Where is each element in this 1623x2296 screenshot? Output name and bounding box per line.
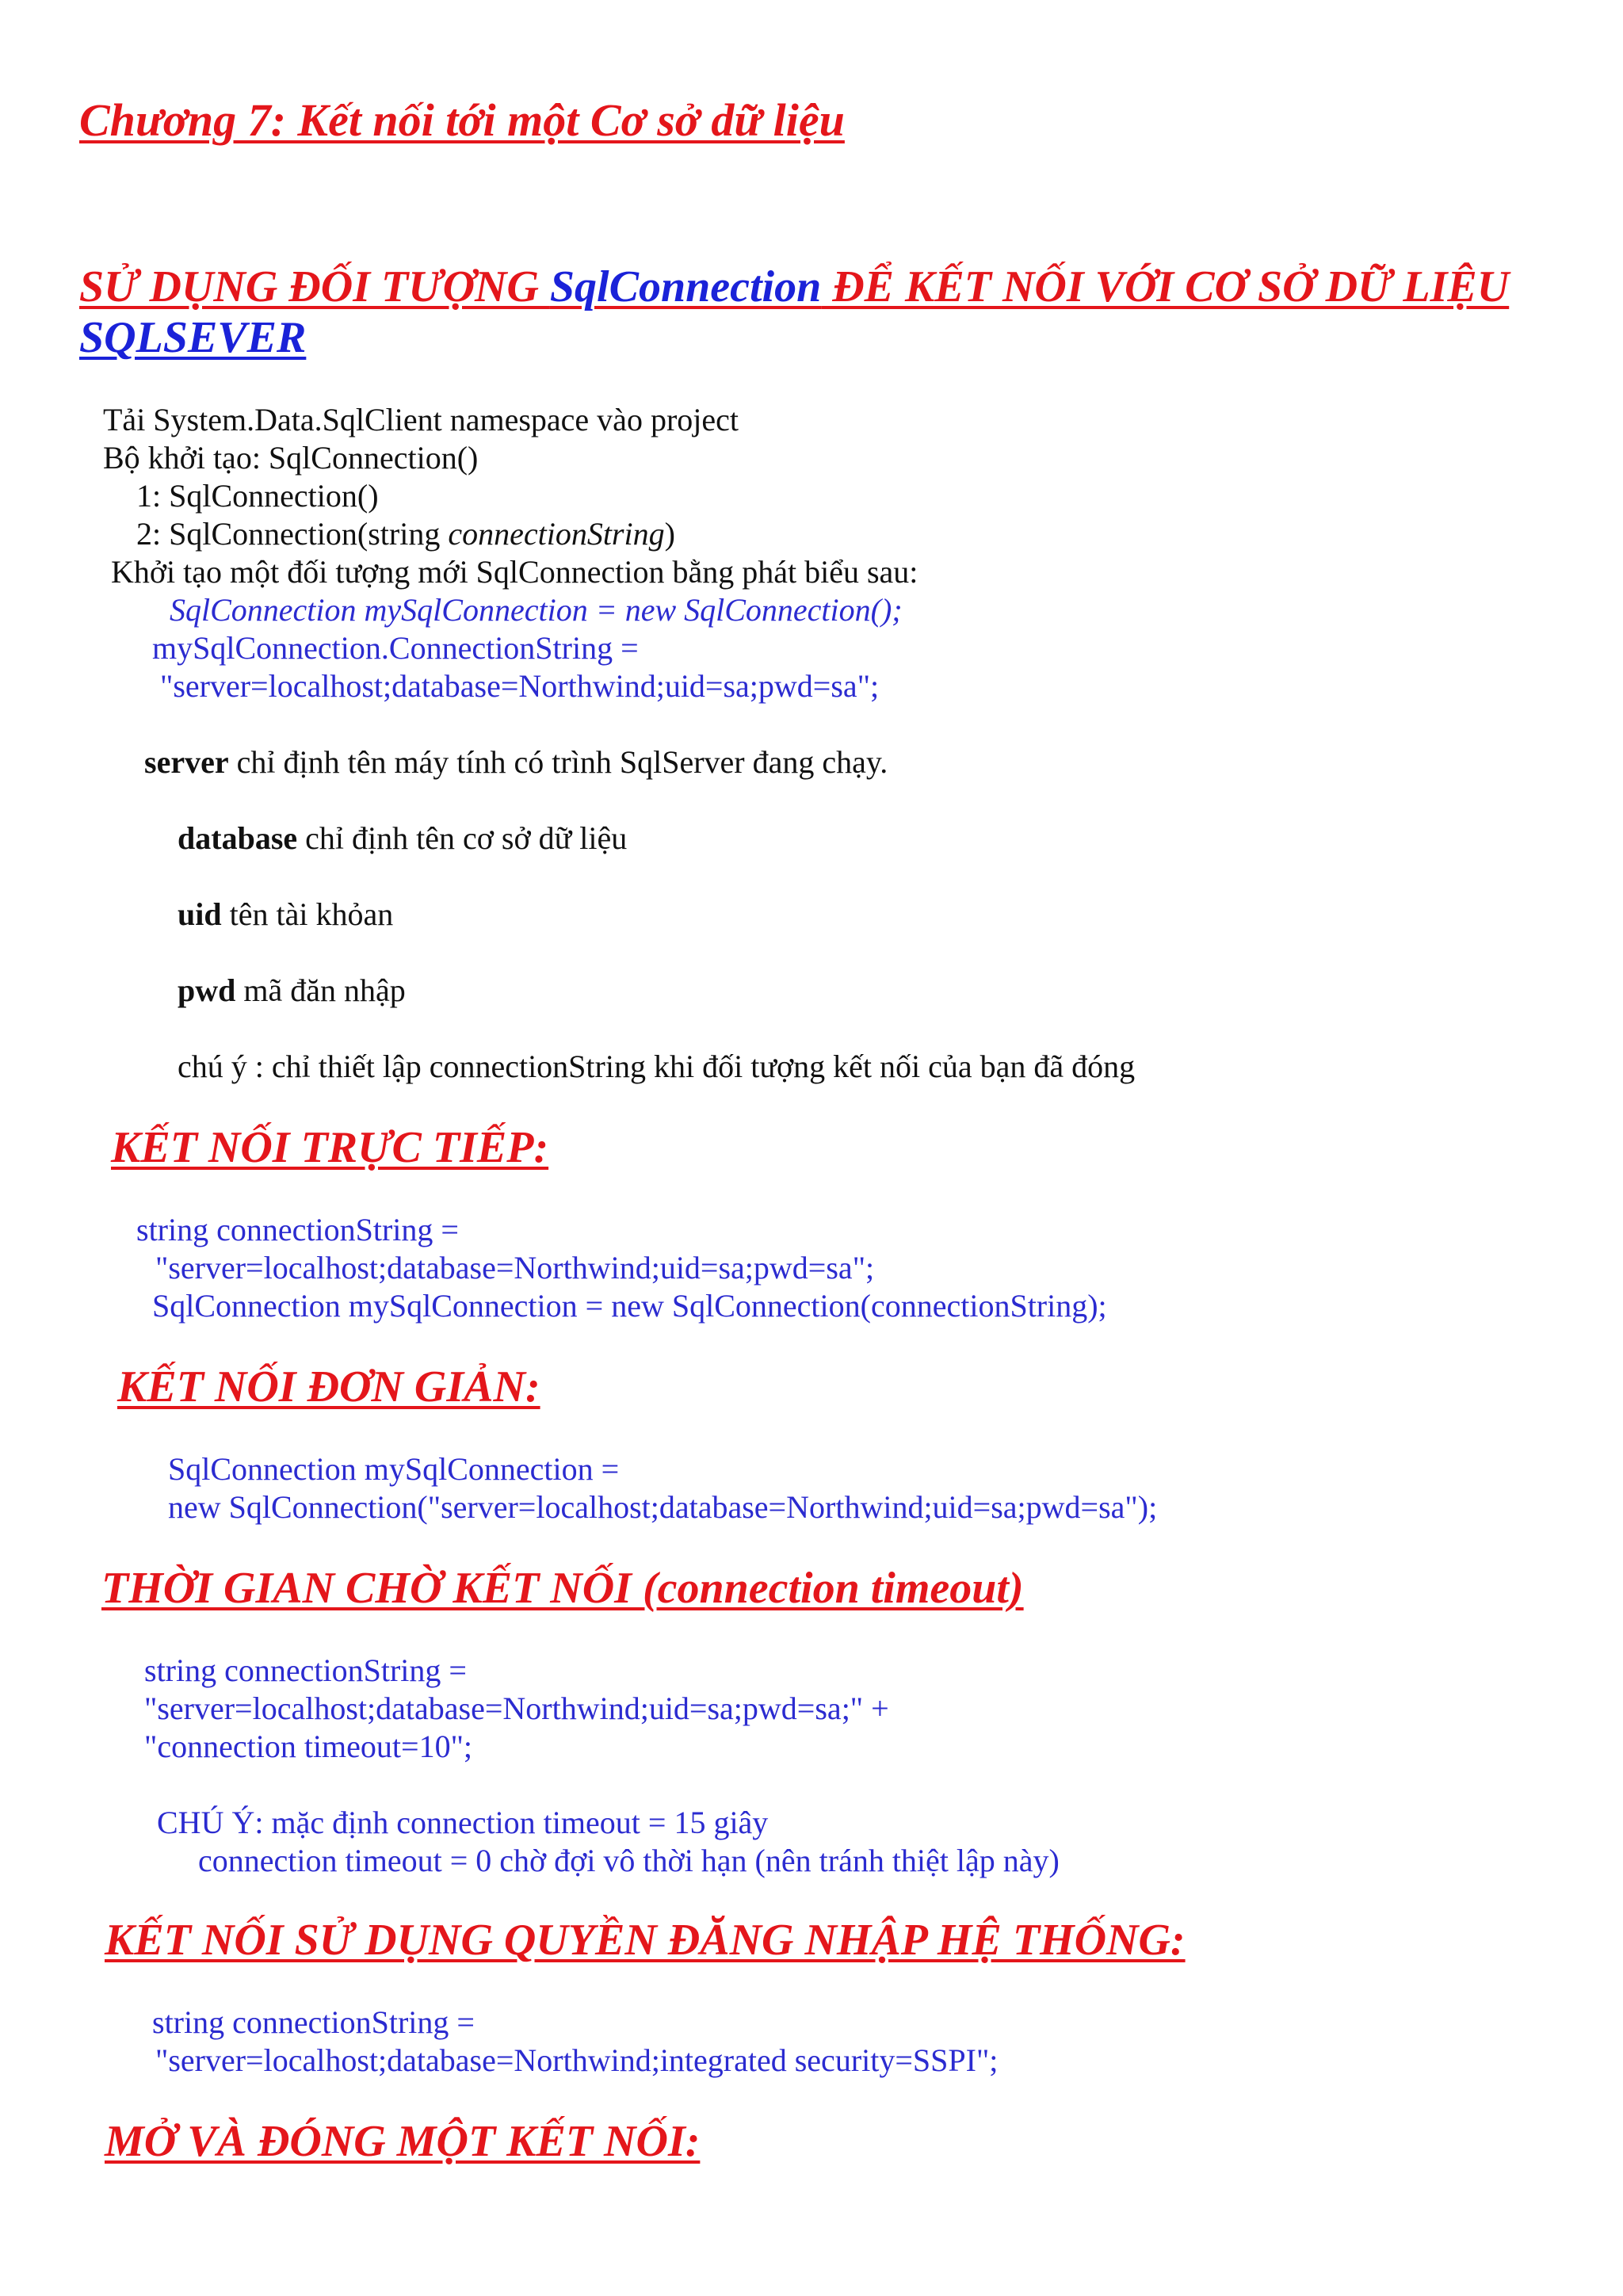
code-line: "server=localhost;database=Northwind;uid=sa;pwd=sa"; [160, 668, 880, 704]
section1-title-prefix: SỬ DỤNG ĐỐI TƯỢNG [79, 262, 550, 311]
code-line: SqlConnection mySqlConnection = new SqlConnection(connectionString); [152, 1288, 1107, 1324]
code-line: new SqlConnection("server=localhost;database=Northwind;uid=sa;pwd=sa"); [168, 1489, 1158, 1525]
param-database [178, 819, 627, 857]
timeout-note: connection timeout = 0 chờ đợi vô thời hạn (nên tránh thiệt lập này) [198, 1843, 1060, 1878]
code-line: string connectionString = [144, 1652, 467, 1688]
ctor-text: 2: SqlConnection(string [136, 516, 449, 552]
param-desc: chỉ định tên cơ sở dữ liệu [297, 820, 628, 856]
code-line: SqlConnection mySqlConnection = [168, 1451, 620, 1487]
param-desc: mã đăn nhập [235, 972, 406, 1008]
section4-title: THỜI GIAN CHỜ KẾT NỐI (connection timeout) [101, 1564, 1024, 1613]
param-uid [178, 896, 393, 933]
code-line: "connection timeout=10"; [144, 1729, 473, 1764]
param-term: database [178, 820, 298, 856]
ctor-close: ) [664, 516, 675, 552]
code-line: SqlConnection mySqlConnection = new SqlConnection(); [170, 592, 903, 628]
intro-line [136, 515, 675, 552]
code-line: string connectionString = [152, 2004, 475, 2040]
timeout-note: CHÚ Ý: mặc định connection timeout = 15 giây [157, 1805, 769, 1840]
intro-line: Tải System.Data.SqlClient namespace vào project [103, 402, 739, 437]
param-pwd [178, 972, 406, 1009]
param-term: uid [178, 896, 222, 932]
code-line: "server=localhost;database=Northwind;uid=sa;pwd=sa;" + [144, 1690, 889, 1726]
param-desc: chỉ định tên máy tính có trình SqlServer đang chạy. [228, 744, 888, 780]
param-desc: tên tài khỏan [221, 896, 394, 932]
intro-line: Bộ khởi tạo: SqlConnection() [103, 440, 479, 476]
section1-title [79, 262, 1509, 312]
param-server [144, 743, 888, 781]
ctor-param: connectionString [448, 516, 665, 552]
note: chú ý : chỉ thiết lập connectionString khi đối tượng kết nối của bạn đã đóng [178, 1049, 1136, 1084]
param-term: server [144, 744, 229, 780]
code-line: mySqlConnection.ConnectionString = [152, 630, 639, 666]
code-line: "server=localhost;database=Northwind;uid=sa;pwd=sa"; [155, 1250, 875, 1286]
code-line: "server=localhost;database=Northwind;integrated security=SSPI"; [155, 2042, 999, 2078]
chapter-title: Chương 7: Kết nối tới một Cơ sở dữ liệu [79, 94, 845, 146]
code-line: string connectionString = [136, 1212, 459, 1247]
section1-title-line2[interactable]: SQLSEVER [79, 313, 307, 362]
section2-title: KẾT NỐI TRỰC TIẾP: [111, 1123, 549, 1172]
section6-title: MỞ VÀ ĐÓNG MỘT KẾT NỐI: [105, 2117, 701, 2166]
section3-title: KẾT NỐI ĐƠN GIẢN: [117, 1362, 540, 1412]
intro-line: 1: SqlConnection() [136, 478, 379, 514]
param-term: pwd [178, 972, 236, 1008]
section1-title-suffix: ĐỂ KẾT NỐI VỚI CƠ SỞ DỮ LIỆU [821, 262, 1510, 311]
intro-line: Khởi tạo một đối tượng mới SqlConnection bằng phát biểu sau: [111, 554, 918, 590]
section5-title: KẾT NỐI SỬ DỤNG QUYỀN ĐĂNG NHẬP HỆ THỐNG: [105, 1916, 1186, 1965]
sqlconnection-link[interactable]: SqlConnection [549, 262, 822, 311]
